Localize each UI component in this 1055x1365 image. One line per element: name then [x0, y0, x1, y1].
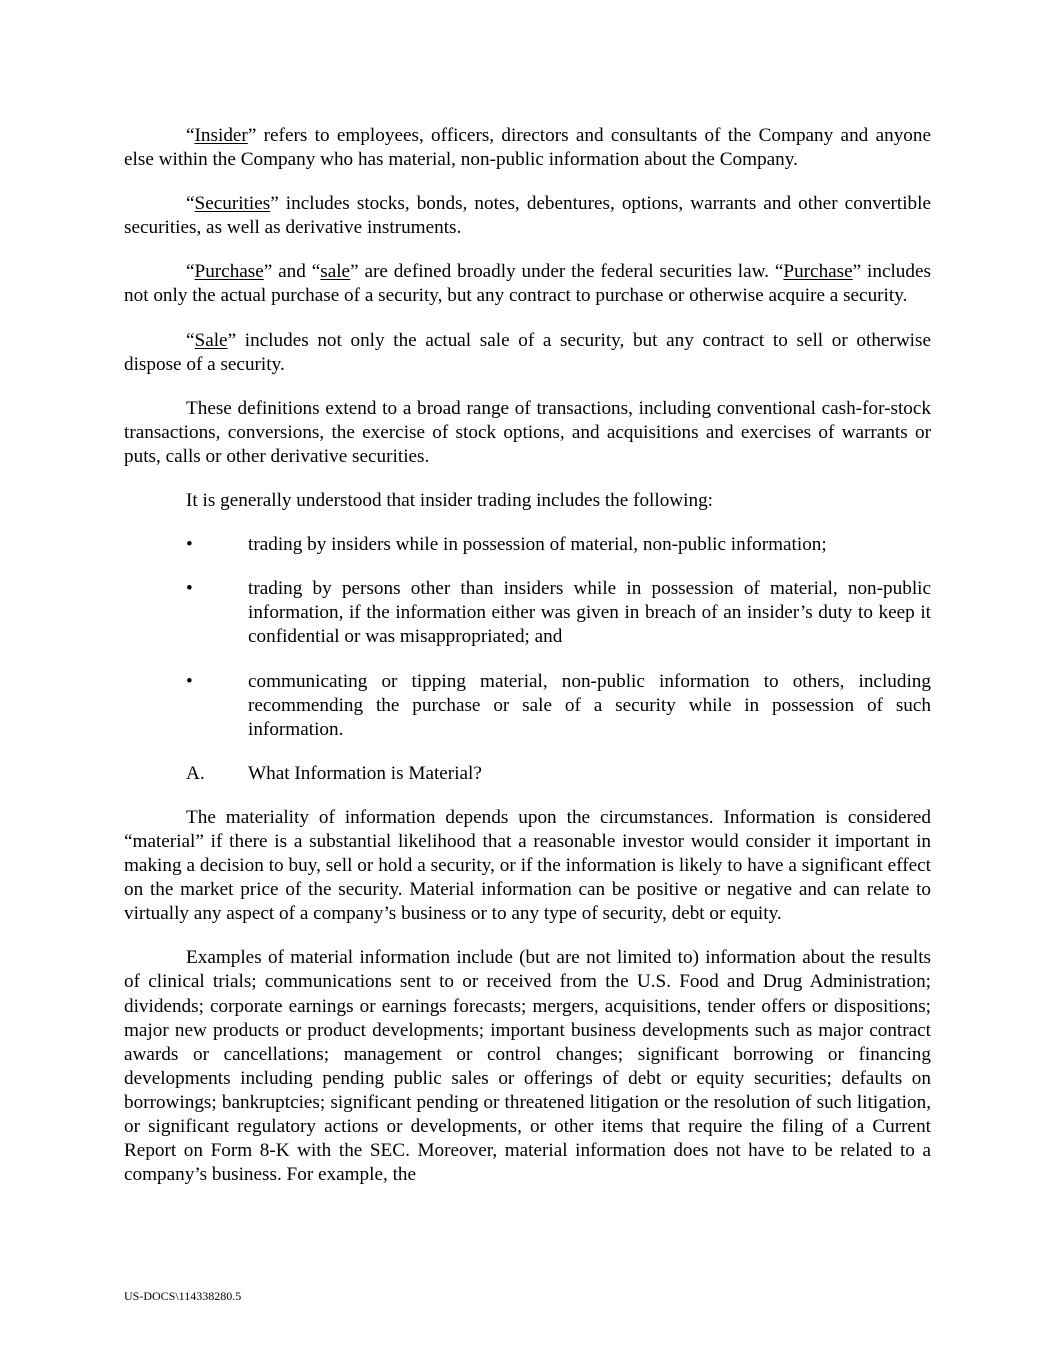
definition-securities [124, 192, 931, 240]
open-quote: “ [186, 125, 195, 146]
section-title: What Information is Material? [248, 762, 482, 784]
open-quote: “ [186, 261, 195, 283]
bullet-mark: • [186, 670, 193, 692]
term-purchase-2: Purchase [783, 261, 853, 283]
bullet-text: trading by insiders while in possession of material, non-public information; [248, 534, 827, 556]
definition-sale-text: ” includes not only the actual sale of a security, but any contract to sell or otherwise dispose of a security. [124, 329, 931, 375]
open-quote: “ [186, 193, 195, 215]
section-heading-a [124, 762, 931, 786]
term-sale: sale [320, 261, 351, 283]
definition-connector: ” and “ [263, 261, 321, 283]
paragraph-materiality: The materiality of information depends upon the circumstances. Information is considered “material” if there is a substantial likelihood that a reasonable investor would consider it important in making a decision to buy, sell or hold a security, or if the information is likely to have a significant effect on the market price of the security. Material information can be positive or negative and can relate to virtually any aspect of a company’s business or to any type of security, debt or equity. [124, 806, 931, 925]
term-insider: Insider [194, 125, 248, 146]
definition-insider-text: ” refers to employees, officers, directors and consultants of the Company and anyone else within the Company who has material, non-public information about the Company. [124, 125, 931, 171]
paragraph-examples: Examples of material information include (but are not limited to) information about the results of clinical trials; communications sent to or received from the U.S. Food and Drug Administration; dividends; corporate earnings or earnings forecasts; mergers, acquisitions, tender offers or dispositions; major new products or product developments; important business developments such as major contract awards or cancellations; management or control changes; significant borrowing or financing developments including pending public sales or offerings of debt or equity securities; defaults on borrowings; bankruptcies; significant pending or threatened litigation or the resolution of such litigation, or significant regulatory actions or developments, or other items that require the filing of a Current Report on Form 8-K with the SEC. Moreover, material information does not have to be related to a company’s business. For example, the [124, 947, 931, 1186]
bullet-text: trading by persons other than insiders while in possession of material, non-public information, if the information either was given in breach of an insider’s duty to keep it confidential or was misappropriated; and [248, 578, 931, 648]
term-sale-cap: Sale [194, 329, 228, 351]
bullet-item [124, 670, 931, 742]
paragraph-generally-understood: It is generally understood that insider trading includes the following: [186, 490, 714, 512]
definition-connector: ” are defined broadly under the federal securities law. “ [350, 261, 784, 283]
term-purchase: Purchase [194, 261, 264, 283]
bullet-text: communicating or tipping material, non-public information to others, including recommending the purchase or sale of a security while in possession of such information. [248, 670, 931, 740]
bullet-mark: • [186, 534, 193, 556]
definition-securities-text: ” includes stocks, bonds, notes, debentures, options, warrants and other convertible securities, as well as derivative instruments. [124, 193, 931, 239]
bullet-item [124, 577, 931, 649]
term-securities: Securities [194, 193, 271, 215]
bullet-item [124, 533, 931, 557]
bullet-mark: • [186, 578, 193, 600]
paragraph-definitions-extend: These definitions extend to a broad range of transactions, including conventional cash-for-stock transactions, conversions, the exercise of stock options, and acquisitions and exercises of warrants or puts, calls or other derivative securities. [124, 397, 931, 467]
definition-insider [124, 124, 931, 172]
definition-purchase-sale [124, 260, 931, 308]
footer-doc-id: US-DOCS\114338280.5 [124, 1289, 242, 1303]
document-page [124, 124, 931, 1207]
definition-purchase-text: ” includes not only the actual purchase of a security, but any contract to purchase or otherwise acquire a security. [124, 261, 931, 307]
definition-sale [124, 329, 931, 377]
open-quote: “ [186, 329, 195, 351]
section-number: A. [186, 762, 205, 784]
